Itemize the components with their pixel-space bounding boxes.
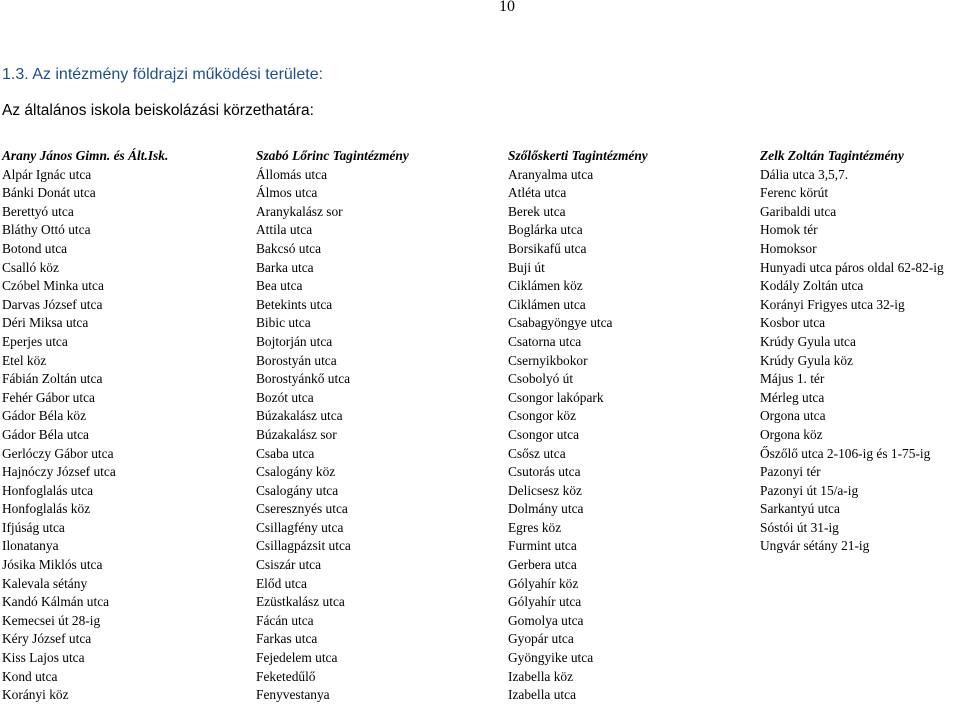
table-cell: Darvas József utca bbox=[2, 296, 103, 312]
table-cell: Hajnóczy József utca bbox=[2, 464, 116, 480]
table-cell: Őszőlő utca 2-106-ig és 1-75-ig bbox=[760, 445, 931, 461]
table-cell: Orgona utca bbox=[760, 408, 826, 424]
column-header: Zelk Zoltán Tagintézmény bbox=[760, 148, 904, 163]
table-cell: Május 1. tér bbox=[760, 371, 825, 387]
table-row bbox=[2, 296, 959, 315]
table-cell: Kalevala sétány bbox=[2, 575, 88, 591]
table-cell: Ifjúság utca bbox=[2, 519, 65, 535]
table-cell: Ungvár sétány 21-ig bbox=[760, 538, 870, 554]
table-cell: Farkas utca bbox=[256, 631, 318, 647]
subtitle: Az általános iskola beiskolázási körzethatára: bbox=[2, 102, 314, 119]
table-cell: Barka utca bbox=[256, 259, 314, 275]
table-cell: Búzakalász sor bbox=[256, 426, 337, 442]
table-row bbox=[2, 612, 959, 631]
table-cell: Borsikafű utca bbox=[508, 240, 587, 256]
table-cell: Korányi köz bbox=[2, 687, 69, 703]
table-cell: Kond utca bbox=[2, 668, 58, 684]
table-cell: Csatorna utca bbox=[508, 333, 582, 349]
table-cell: Izabella köz bbox=[508, 668, 574, 684]
table-cell: Kiss Lajos utca bbox=[2, 650, 85, 666]
table-cell: Dália utca 3,5,7. bbox=[760, 166, 849, 182]
table-row bbox=[2, 500, 959, 519]
table-row bbox=[2, 537, 959, 556]
table-cell: Furmint utca bbox=[508, 538, 577, 554]
table-cell: Fejedelem utca bbox=[256, 650, 338, 666]
table-cell: Állomás utca bbox=[256, 166, 328, 182]
table-cell: Fenyvestanya bbox=[256, 687, 330, 703]
table-cell: Betekints utca bbox=[256, 296, 333, 312]
table-cell: Aranykalász sor bbox=[256, 203, 343, 219]
table-row bbox=[2, 370, 959, 389]
table-cell: Kosbor utca bbox=[760, 315, 826, 331]
table-row bbox=[2, 686, 959, 705]
table-cell: Pazonyi út 15/a-ig bbox=[760, 482, 859, 498]
table-row bbox=[2, 593, 959, 612]
table-cell: Gólyahír utca bbox=[508, 594, 582, 610]
table-cell: Orgona köz bbox=[760, 426, 823, 442]
table-cell: Csősz utca bbox=[508, 445, 566, 461]
table-cell: Borostyánkő utca bbox=[256, 371, 351, 387]
table-cell: Aranyalma utca bbox=[508, 166, 594, 182]
table-row bbox=[2, 445, 959, 464]
table-row bbox=[2, 482, 959, 501]
table-cell: Bozót utca bbox=[256, 389, 314, 405]
section-heading: 1.3. Az intézmény földrajzi működési területe: bbox=[2, 66, 324, 83]
table-cell: Ciklámen utca bbox=[508, 296, 586, 312]
table-row bbox=[2, 352, 959, 371]
table-row bbox=[2, 221, 959, 240]
table-row bbox=[2, 407, 959, 426]
table-cell: Delicsesz köz bbox=[508, 482, 582, 498]
table-row bbox=[2, 426, 959, 445]
table-cell: Bojtorján utca bbox=[256, 333, 333, 349]
table-row bbox=[2, 519, 959, 538]
table-cell: Honfoglalás köz bbox=[2, 501, 91, 517]
table-row bbox=[2, 556, 959, 575]
table-row bbox=[2, 668, 959, 687]
table-row bbox=[2, 333, 959, 352]
column-header: Szabó Lőrinc Tagintézmény bbox=[256, 148, 409, 163]
table-cell: Atléta utca bbox=[508, 185, 567, 201]
table-cell: Csillagpázsit utca bbox=[256, 538, 351, 554]
table-cell: Bea utca bbox=[256, 278, 303, 294]
table-row bbox=[2, 389, 959, 408]
table-cell: Búzakalász utca bbox=[256, 408, 343, 424]
table-cell: Csabagyöngye utca bbox=[508, 315, 613, 331]
table-row bbox=[2, 184, 959, 203]
table-row bbox=[2, 314, 959, 333]
table-cell: Gyöngyike utca bbox=[508, 650, 594, 666]
table-cell: Ferenc körút bbox=[760, 185, 829, 201]
table-cell: Kodály Zoltán utca bbox=[760, 278, 864, 294]
table-cell: Sóstói út 31-ig bbox=[760, 519, 839, 535]
table-cell: Álmos utca bbox=[256, 185, 318, 201]
table-cell: Fehér Gábor utca bbox=[2, 389, 95, 405]
table-cell: Czóbel Minka utca bbox=[2, 278, 104, 294]
table-cell: Csalló köz bbox=[2, 259, 59, 275]
table-cell: Csernyikbokor bbox=[508, 352, 588, 368]
table-cell: Etel köz bbox=[2, 352, 47, 368]
column-header: Szőlőskerti Tagintézmény bbox=[508, 148, 648, 163]
table-cell: Gomolya utca bbox=[508, 612, 584, 628]
table-cell: Csobolyó út bbox=[508, 371, 574, 387]
table-cell: Kemecsei út 28-ig bbox=[2, 612, 101, 628]
table-cell: Hunyadi utca páros oldal 62-82-ig bbox=[760, 259, 944, 275]
table-cell: Csalogány utca bbox=[256, 482, 339, 498]
table-row bbox=[2, 463, 959, 482]
table-cell: Korányi Frigyes utca 32-ig bbox=[760, 296, 905, 312]
table-cell: Gádor Béla köz bbox=[2, 408, 87, 424]
table-row bbox=[2, 166, 959, 185]
table-cell: Csalogány köz bbox=[256, 464, 336, 480]
table-cell: Feketedűlő bbox=[256, 668, 316, 684]
table-cell: Alpár Ignác utca bbox=[2, 166, 92, 182]
table-cell: Borostyán utca bbox=[256, 352, 337, 368]
table-cell: Buji út bbox=[508, 259, 545, 275]
table-cell: Ciklámen köz bbox=[508, 278, 583, 294]
table-cell: Kandó Kálmán utca bbox=[2, 594, 110, 610]
table-cell: Déri Miksa utca bbox=[2, 315, 89, 331]
table-cell: Berettyó utca bbox=[2, 203, 74, 219]
table-cell: Ezüstkalász utca bbox=[256, 594, 345, 610]
table-cell: Csongor köz bbox=[508, 408, 577, 424]
table-cell: Cseresznyés utca bbox=[256, 501, 348, 517]
table-cell: Gádor Béla utca bbox=[2, 426, 89, 442]
table-row bbox=[2, 630, 959, 649]
table-cell: Bánki Donát utca bbox=[2, 185, 96, 201]
table-cell: Sarkantyú utca bbox=[760, 501, 840, 517]
table-cell: Izabella utca bbox=[508, 687, 577, 703]
column-header: Arany János Gimn. és Ált.Isk. bbox=[2, 148, 169, 163]
table-cell: Eperjes utca bbox=[2, 333, 68, 349]
table-cell: Csiszár utca bbox=[256, 557, 322, 573]
table-cell: Fábián Zoltán utca bbox=[2, 371, 103, 387]
table-cell: Gyopár utca bbox=[508, 631, 574, 647]
table-cell: Bakcsó utca bbox=[256, 240, 322, 256]
table-cell: Pazonyi tér bbox=[760, 464, 821, 480]
table-row bbox=[2, 649, 959, 668]
table-cell: Dolmány utca bbox=[508, 501, 584, 517]
table-cell: Bibic utca bbox=[256, 315, 311, 331]
table-cell: Csaba utca bbox=[256, 445, 315, 461]
table-body bbox=[2, 166, 959, 705]
table-row bbox=[2, 203, 959, 222]
table-cell: Attila utca bbox=[256, 222, 313, 238]
district-table bbox=[2, 147, 959, 705]
table-row bbox=[2, 575, 959, 594]
table-row bbox=[2, 259, 959, 278]
table-cell: Csillagfény utca bbox=[256, 519, 344, 535]
table-cell: Garibaldi utca bbox=[760, 203, 837, 219]
table-row bbox=[2, 240, 959, 259]
table-cell: Krúdy Gyula utca bbox=[760, 333, 856, 349]
table-cell: Csongor lakópark bbox=[508, 389, 604, 405]
table-cell: Honfoglalás utca bbox=[2, 482, 94, 498]
table-cell: Botond utca bbox=[2, 240, 68, 256]
page-number: 10 bbox=[499, 0, 515, 15]
table-cell: Berek utca bbox=[508, 203, 566, 219]
table-cell: Egres köz bbox=[508, 519, 562, 535]
table-cell: Homok tér bbox=[760, 222, 818, 238]
table-cell: Bláthy Ottó utca bbox=[2, 222, 91, 238]
table-cell: Homoksor bbox=[760, 240, 817, 256]
table-row bbox=[2, 277, 959, 296]
table-cell: Kéry József utca bbox=[2, 631, 92, 647]
table-cell: Gólyahír köz bbox=[508, 575, 579, 591]
table-cell: Csutorás utca bbox=[508, 464, 581, 480]
table-cell: Ilonatanya bbox=[2, 538, 59, 554]
table-cell: Krúdy Gyula köz bbox=[760, 352, 853, 368]
table-cell: Boglárka utca bbox=[508, 222, 583, 238]
table-cell: Jósika Miklós utca bbox=[2, 557, 103, 573]
table-cell: Gerbera utca bbox=[508, 557, 577, 573]
table-cell: Fácán utca bbox=[256, 612, 314, 628]
table-cell: Mérleg utca bbox=[760, 389, 825, 405]
table-cell: Előd utca bbox=[256, 575, 307, 591]
table-header-row bbox=[2, 147, 959, 166]
table-cell: Gerlóczy Gábor utca bbox=[2, 445, 114, 461]
table-cell: Csongor utca bbox=[508, 426, 580, 442]
